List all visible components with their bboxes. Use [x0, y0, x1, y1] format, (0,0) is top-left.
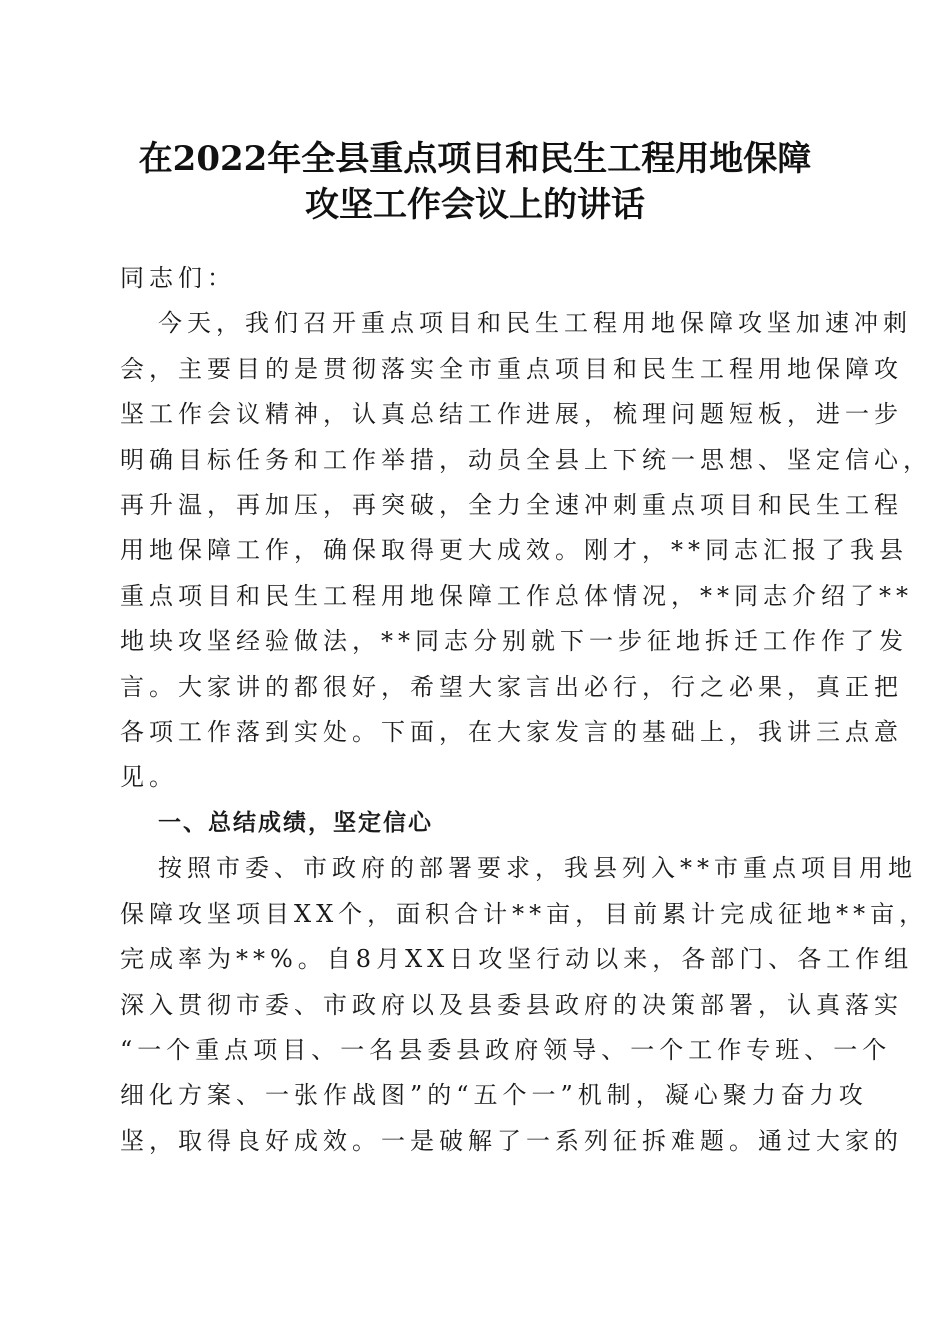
text-line: 完成率为**%。自8月XX日攻坚行动以来，各部门、各工作组	[120, 945, 914, 974]
salutation: 同志们：	[120, 264, 236, 292]
text-line: “一个重点项目、一名县委县政府领导、一个工作专班、一个	[120, 1035, 892, 1064]
title-line: 攻坚工作会议上的讲话	[305, 185, 645, 225]
text-line: 用地保障工作，确保取得更大成效。刚才，**同志汇报了我县	[120, 536, 908, 565]
text-line: 按照市委、市政府的部署要求，我县列入**市重点项目用地	[158, 854, 917, 883]
text-line: 会，主要目的是贯彻落实全市重点项目和民生工程用地保障攻	[120, 354, 903, 383]
text-line: 坚，取得良好成效。一是破解了一系列征拆难题。通过大家的	[120, 1126, 903, 1155]
paragraph-achievements	[120, 846, 929, 1164]
text-line: 深入贯彻市委、市政府以及县委县政府的决策部署，认真落实	[120, 990, 903, 1019]
text-line: 重点项目和民生工程用地保障工作总体情况，**同志介绍了**	[120, 581, 913, 610]
text-line: 坚工作会议精神，认真总结工作进展，梳理问题短板，进一步	[120, 400, 903, 429]
text-line: 保障攻坚项目XX个，面积合计**亩，目前累计完成征地**亩，	[120, 899, 929, 928]
text-line: 见。	[120, 763, 178, 792]
document-body	[120, 256, 932, 1164]
text-line: 明确目标任务和工作举措，动员全县上下统一思想、坚定信心，	[120, 445, 932, 474]
text-line: 地块攻坚经验做法，**同志分别就下一步征地拆迁工作作了发	[120, 627, 908, 656]
text-line: 今天，我们召开重点项目和民生工程用地保障攻坚加速冲刺	[158, 309, 912, 338]
title-line: 在2022年全县重点项目和民生工程用地保障	[138, 139, 812, 179]
paragraph-intro	[120, 301, 932, 800]
text-line: 细化方案、一张作战图”的“五个一”机制，凝心聚力奋力攻	[120, 1081, 868, 1110]
text-line: 再升温，再加压，再突破，全力全速冲刺重点项目和民生工程	[120, 491, 903, 520]
document-title	[80, 136, 870, 228]
text-line: 各项工作落到实处。下面，在大家发言的基础上，我讲三点意	[120, 718, 903, 747]
text-line: 言。大家讲的都很好，希望大家言出必行，行之必果，真正把	[120, 672, 903, 701]
section-heading: 一、总结成绩，坚定信心	[158, 809, 433, 836]
